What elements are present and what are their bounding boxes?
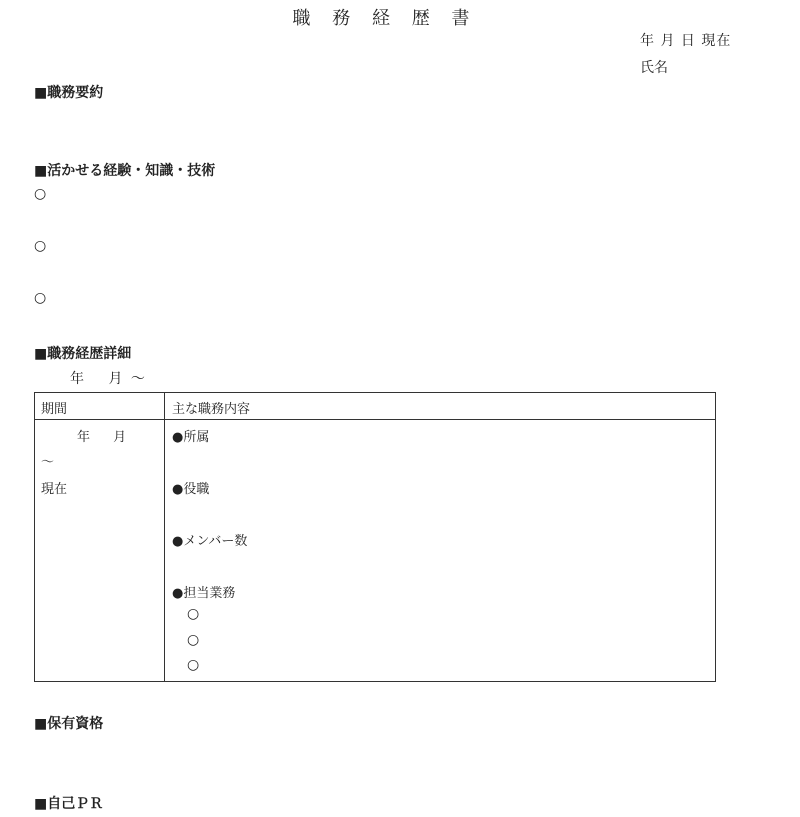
section-heading-summary: ■職務要約 [34,85,104,101]
section-heading-skills: ■活かせる経験・知識・技術 [34,163,216,179]
duty-responsibilities: ●担当業務 [172,586,236,601]
table-column-divider [164,393,165,681]
document-title: 職 務 経 歴 書 [292,8,478,29]
duty-members: ●メンバー数 [172,534,248,549]
responsibility-bullet-2: ○ [187,632,200,648]
period-label: 年 月 ～ [70,371,147,387]
section-heading-self-pr: ■自己ＰＲ [34,796,104,812]
date-line: 年 月 日 現在 [640,33,732,49]
skill-bullet-3: ○ [34,290,47,306]
skill-bullet-1: ○ [34,186,47,202]
skill-bullet-2: ○ [34,238,47,254]
table-header-duties: 主な職務内容 [172,402,251,417]
responsibility-bullet-3: ○ [187,657,200,673]
section-heading-history: ■職務経歴詳細 [34,346,132,362]
period-cell-start: 年 月 [77,430,129,445]
period-cell-end: 現在 [41,482,68,497]
table-header-period: 期間 [41,402,68,417]
name-line: 氏名 [640,60,668,76]
period-cell-tilde: ～ [41,455,55,470]
duty-affiliation: ●所属 [172,430,210,445]
duty-position: ●役職 [172,482,210,497]
responsibility-bullet-1: ○ [187,606,200,622]
career-history-table [34,392,716,682]
table-header-divider [35,419,715,420]
section-heading-qualifications: ■保有資格 [34,716,104,732]
